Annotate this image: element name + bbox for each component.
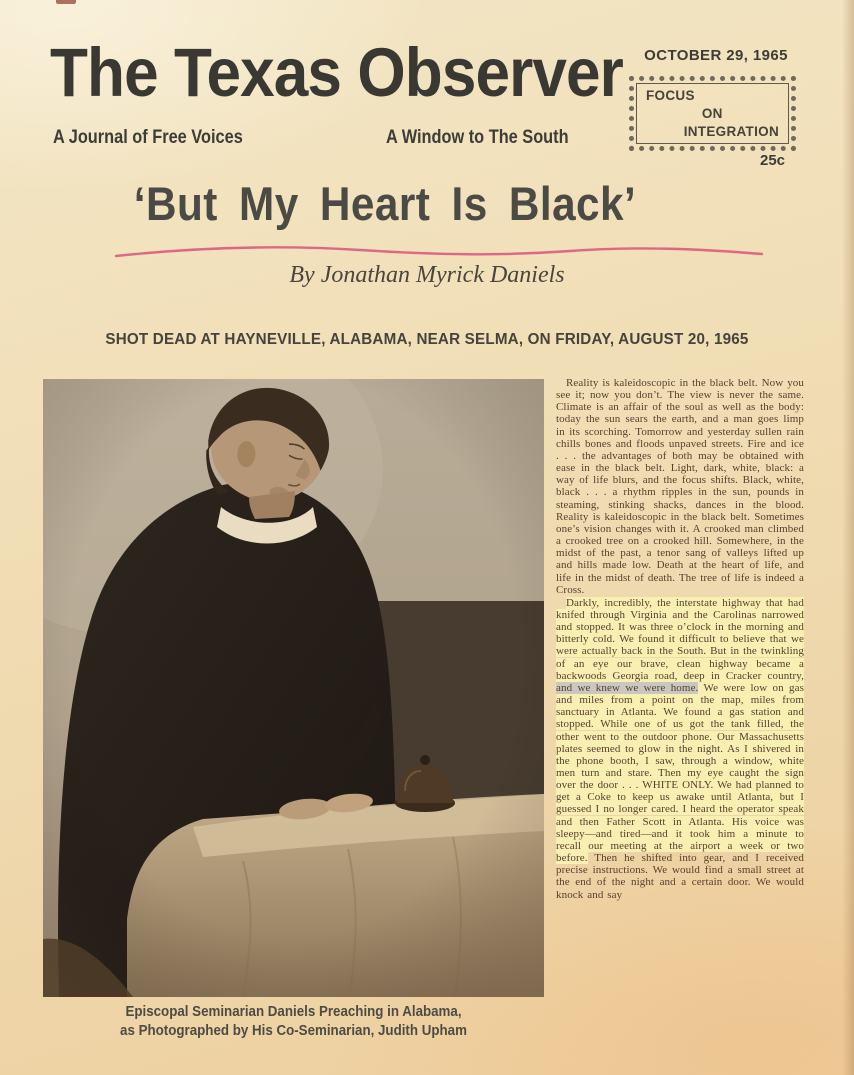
masthead-title: The Texas Observer — [50, 34, 623, 111]
focus-box-line-2: ON — [701, 105, 723, 121]
article-byline: By Jonathan Myrick Daniels — [289, 262, 565, 288]
gray-highlight: and we knew we were home. — [556, 681, 699, 694]
focus-box-line-3: INTEGRATION — [683, 123, 779, 139]
tagline-right: A Window to The South — [386, 127, 569, 148]
focus-box-inner — [636, 83, 789, 144]
photo-illustration — [43, 379, 544, 997]
paragraph-2-tail: Then he shifted into gear, and I received precise instructions. We would find a small street at the end of the night and a certain door. We would knock and say — [556, 852, 804, 901]
article-dek: SHOT DEAD AT HAYNEVILLE, ALABAMA, NEAR SELMA, ON FRIDAY, AUGUST 20, 1965 — [105, 331, 749, 348]
photo-caption-line-1: Episcopal Seminarian Daniels Preaching in Alabama, — [125, 1004, 462, 1020]
pink-underline-squiggle-icon — [110, 242, 768, 264]
tagline-left: A Journal of Free Voices — [53, 127, 243, 148]
article-column — [556, 377, 804, 901]
yellow-highlight-part-2: We were low on gas and miles from a point on the map, miles from sanctuary in Atlanta. We found a gas station and stopped. While one of us got the tank filled, the other went to the outdoor phone. Our Massachusetts plates seemed to glow in the night. As I shivered in the phone booth, I saw, through a window, white men turn and stare. Then my eye caught the sign over the door . . . WHITE ONLY. We had planned to get a Coke to keep us awake until Atlanta, but I guessed I no longer cared. I heard the operator speak and then Father Scott in Atlanta. His voice was sleepy—and tired—and it took him a minute to recall our meeting at the airport a week or two before. — [556, 681, 805, 865]
yellow-highlight-part-1: Darkly, incredibly, the interstate highway that had knifed through Virginia and the Carolinas narrowed and stopped. It was three o’clock in the morning and bitterly cold. We found it difficult to believe that we were actually back in the South. But in the twinkling of an eye our brave, clean highway became a backwoods Georgia road, deep in Cracker country, — [556, 596, 804, 682]
price-label: 25c — [760, 152, 786, 169]
focus-box-line-1: FOCUS — [646, 88, 695, 103]
photo-caption — [63, 1003, 524, 1041]
photo-daniels-preaching — [43, 379, 544, 997]
article-headline: ‘But My Heart Is Black’ — [133, 177, 637, 230]
photo-caption-line-2: as Photographed by His Co-Seminarian, Judith Upham — [120, 1023, 467, 1039]
paragraph-1: Reality is kaleidoscopic in the black belt. Now you see it; now you don’t. The view is never the same. Climate is an affair of the soul as well as the body: today the sun sears the earth, and a man goes limp in its scorching. Tomorrow and yesterday sullen rain chills bones and floods unpaved streets. Fire and ice . . . the advantages of both may be obtained with ease in the black belt. Light, dark, white, black: a way of life blurs, and the focus shifts. Black, white, black . . . a rhythm ripples in the sun, pounds in steaming, stinking shacks, dances in the blood. Reality is kaleidoscopic in the black belt. Sometimes one’s vision changes with it. A crooked man climbed a crooked tree on a crooked hill. Somewhere, in the midst of the past, a tenor sang of valleys lifted up and hills made low. Death at the heart of life, and life in the midst of death. The tree of life is indeed a Cross. — [556, 377, 804, 596]
scan-corner-mark — [56, 0, 76, 4]
paragraph-2 — [556, 597, 804, 901]
issue-date: OCTOBER 29, 1965 — [644, 47, 788, 64]
focus-box — [629, 76, 796, 151]
